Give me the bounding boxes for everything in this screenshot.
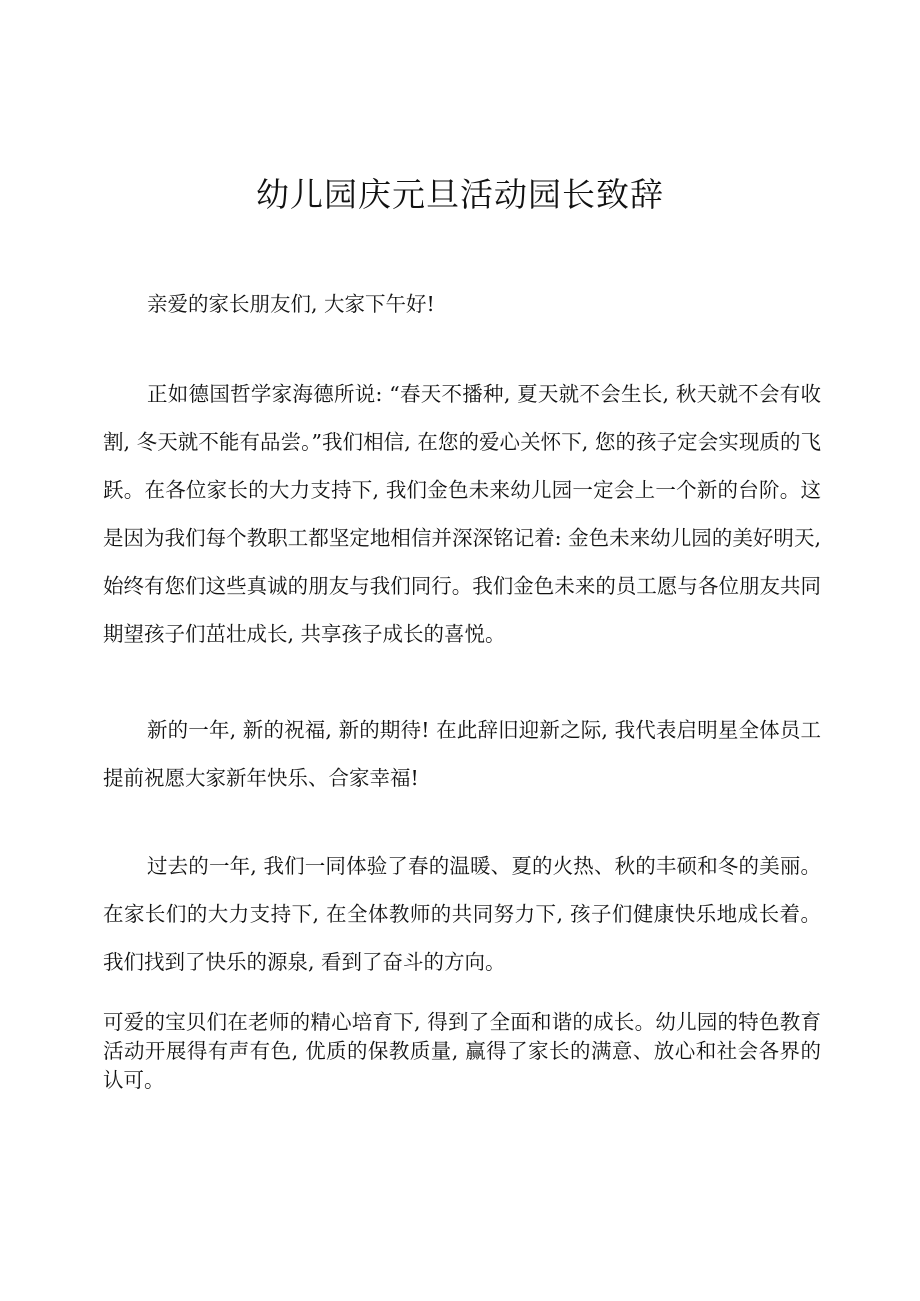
body-paragraph-2: 新的一年, 新的祝福, 新的期待! 在此辞旧迎新之际, 我代表启明星全体员工提前祝愿大家新年快乐、合家幸福!	[103, 718, 821, 790]
body-paragraph-1: 正如德国哲学家海德所说: “春天不播种, 夏天就不会生长, 秋天就不会有收割, 冬天就不能有品尝。”我们相信, 在您的爱心关怀下, 您的孩子定会实现质的飞跃。在各位家长的大力支持下, 我们金色未来幼儿园一定会上一个新的台阶。这是因为我们每个教职工都坚定地相信并深深铭记着: 金色未来幼儿园的美好明天, 始终有您们这些真诚的朋友与我们同行。我们金色未来的员工愿与各位朋友共同期望孩子们茁壮成长, 共享孩子成长的喜悦。	[103, 382, 821, 646]
body-paragraph-4: 可爱的宝贝们在老师的精心培育下, 得到了全面和谐的成长。幼儿园的特色教育活动开展得有声有色, 优质的保教质量, 赢得了家长的满意、放心和社会各界的认可。	[103, 1010, 821, 1092]
body-paragraph-3: 过去的一年, 我们一同体验了春的温暖、夏的火热、秋的丰硕和冬的美丽。在家长们的大力支持下, 在全体教师的共同努力下, 孩子们健康快乐地成长着。我们找到了快乐的源泉, 看到了奋斗的方向。	[103, 854, 821, 974]
greeting-paragraph: 亲爱的家长朋友们, 大家下午好!	[147, 292, 435, 316]
document-title: 幼儿园庆元旦活动园长致辞	[256, 175, 664, 214]
